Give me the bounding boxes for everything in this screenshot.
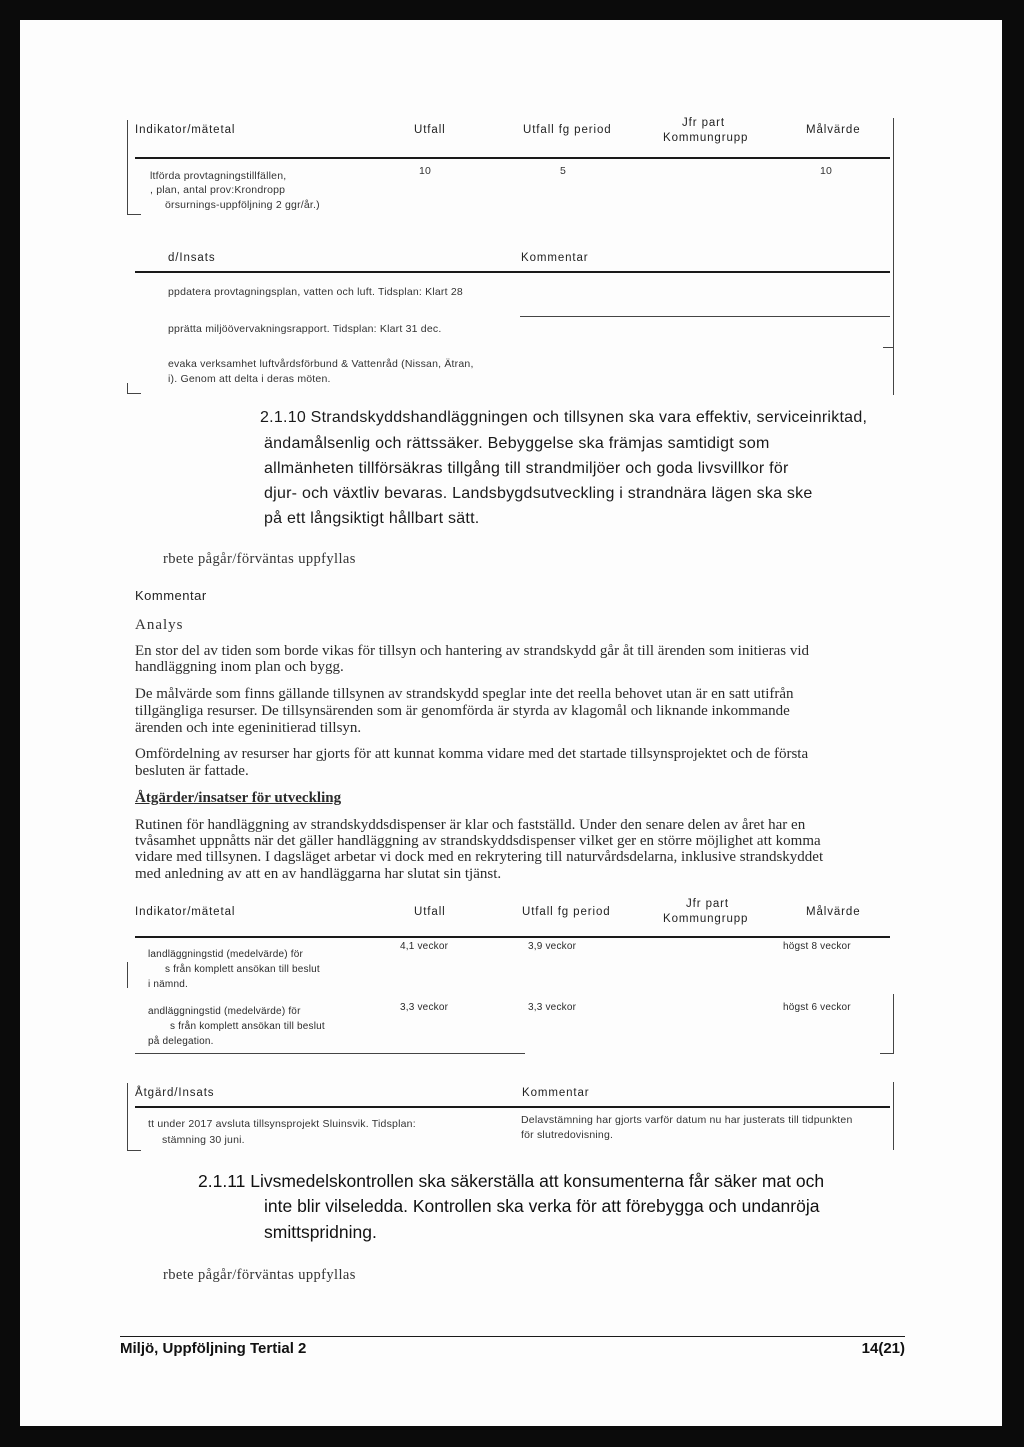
row-utfall-fg: 3,3 veckor [528, 1002, 577, 1013]
table-bottom-rule [135, 1053, 525, 1054]
goal-line: 2.1.11 Livsmedelskontrollen ska säkerställa att konsumenterna får säker mat och [198, 1171, 825, 1191]
header-utfall: Utfall [414, 124, 446, 136]
header-comment: Kommentar [521, 252, 589, 264]
paragraph-line: En stor del av tiden som borde vikas för tillsyn och hantering av strandskydd går åt till ärenden som initieras vid [135, 643, 810, 659]
header-indicator: Indikator/mätetal [135, 906, 236, 918]
table-border-left [127, 1083, 128, 1151]
row-utfall-fg: 3,9 veckor [528, 941, 577, 952]
page-number: 14(21) [861, 1340, 905, 1357]
row-label-line: örsurnings-uppföljning 2 ggr/år.) [165, 199, 320, 211]
header-malvarde: Målvärde [806, 124, 861, 136]
table-border-tick [127, 393, 141, 394]
header-rule [135, 157, 890, 159]
footer-rule [120, 1336, 905, 1337]
row-label-line: andläggningstid (medelvärde) för [148, 1006, 301, 1017]
paragraph-line: ärenden och inte egeninitierad tillsyn. [135, 720, 362, 736]
header-action: d/Insats [168, 252, 216, 264]
goal-line: ändamålsenlig och rättssäker. Bebyggelse ska främjas samtidigt som [264, 435, 770, 452]
table-border-right [893, 245, 894, 395]
paragraph-line: tillgängliga resurser. De tillsynsärenden som är genomförda är styrda av klagomål och liknande inkommande [135, 703, 790, 719]
actions-heading: Åtgärder/insatser för utveckling [135, 790, 342, 806]
row-separator [520, 316, 890, 317]
header-rule [135, 1106, 890, 1108]
analysis-heading: Analys [135, 617, 184, 633]
table-border-right [893, 1082, 894, 1150]
goal-line: djur- och växtliv bevaras. Landsbygdsutveckling i strandnära lägen ska ske [264, 485, 813, 502]
paragraph-line: vidare med tillsynen. I dagsläget arbetar vi dock med en rekrytering till naturvårdsdelarna, inklusive strandskyddet [135, 849, 824, 865]
header-kommungrupp: Kommungrupp [663, 132, 749, 144]
comment-row: för slutredovisning. [521, 1129, 614, 1141]
paragraph-line: Rutinen för handläggning av strandskyddsdispenser är klar och fastställd. Under den senare delen av året har en [135, 817, 806, 833]
header-utfall: Utfall [414, 906, 446, 918]
row-label-line: s från komplett ansökan till beslut [165, 964, 320, 975]
paragraph-line: besluten är fattade. [135, 763, 249, 779]
table-border-right [893, 994, 894, 1054]
header-malvarde: Målvärde [806, 906, 861, 918]
table-border-left [127, 962, 128, 988]
row-utfall: 10 [419, 165, 432, 177]
header-utfall-fg: Utfall fg period [523, 124, 612, 136]
table-border-tick [880, 1053, 893, 1054]
header-indicator: Indikator/mätetal [135, 124, 236, 136]
paragraph-line: De målvärde som finns gällande tillsynen av strandskydd speglar inte det reella behovet utan är en satt utifrån [135, 686, 794, 702]
row-label-line: , plan, antal prov:Krondropp [150, 184, 286, 196]
header-kommungrupp: Kommungrupp [663, 913, 749, 925]
header-rule [135, 936, 890, 938]
row-utfall-fg: 5 [560, 165, 567, 177]
goal-line: 2.1.10 Strandskyddshandläggningen och tillsynen ska vara effektiv, serviceinriktad, [260, 409, 868, 426]
paragraph-line: Omfördelning av resurser har gjorts för att kunnat komma vidare med det startade tillsynsprojektet och de första [135, 746, 809, 762]
paragraph-line: med anledning av att en av handläggarna har slutat sin tjänst. [135, 866, 502, 882]
row-malvarde: högst 6 veckor [783, 1002, 851, 1013]
row-utfall: 4,1 veckor [400, 941, 449, 952]
header-jfr-part: Jfr part [686, 898, 729, 910]
status-text: rbete pågår/förväntas uppfyllas [163, 1267, 356, 1283]
row-label-line: s från komplett ansökan till beslut [170, 1021, 325, 1032]
row-utfall: 3,3 veckor [400, 1002, 449, 1013]
header-utfall-fg: Utfall fg period [522, 906, 611, 918]
row-label-line: landläggningstid (medelvärde) för [148, 949, 304, 960]
row-label-line: ltförda provtagningstillfällen, [150, 170, 287, 182]
footer-title: Miljö, Uppföljning Tertial 2 [120, 1340, 307, 1357]
table-border-right [893, 118, 894, 246]
header-rule [135, 271, 890, 273]
status-text: rbete pågår/förväntas uppfyllas [163, 551, 356, 567]
header-jfr-part: Jfr part [682, 117, 725, 129]
table-border-tick [127, 214, 141, 215]
comment-row: Delavstämning har gjorts varför datum nu har justerats till tidpunkten [521, 1114, 853, 1126]
goal-line: smittspridning. [264, 1222, 377, 1242]
goal-line: inte blir vilseledda. Kontrollen ska verka för att förebygga och undanröja [264, 1196, 820, 1216]
header-comment: Kommentar [522, 1087, 590, 1099]
action-row: stämning 30 juni. [162, 1134, 245, 1146]
row-malvarde: 10 [820, 165, 833, 177]
comment-label: Kommentar [135, 588, 207, 603]
paragraph-line: handläggning inom plan och bygg. [135, 659, 344, 675]
action-row: evaka verksamhet luftvårdsförbund & Vattenråd (Nissan, Ätran, [168, 358, 474, 370]
table-border-left [127, 120, 128, 215]
table-border-tick [127, 1150, 141, 1151]
header-action: Åtgärd/Insats [135, 1087, 215, 1099]
action-row: tt under 2017 avsluta tillsynsprojekt Sluinsvik. Tidsplan: [148, 1118, 416, 1130]
action-row: i). Genom att delta i deras möten. [168, 373, 331, 385]
action-row: ppdatera provtagningsplan, vatten och luft. Tidsplan: Klart 28 [168, 286, 463, 298]
row-malvarde: högst 8 veckor [783, 941, 851, 952]
paragraph-line: tvåsamhet uppnåtts när det gäller handläggning av strandskyddsdispenser vilket ger en större möjlighet att komma [135, 833, 821, 849]
row-label-line: i nämnd. [148, 979, 188, 990]
row-label-line: på delegation. [148, 1036, 214, 1047]
goal-line: allmänheten tillförsäkras tillgång till strandmiljöer och goda livsvillkor för [264, 460, 789, 477]
goal-line: på ett långsiktigt hållbart sätt. [264, 510, 480, 527]
action-row: pprätta miljöövervakningsrapport. Tidsplan: Klart 31 dec. [168, 323, 442, 335]
table-border-tick [883, 347, 893, 348]
